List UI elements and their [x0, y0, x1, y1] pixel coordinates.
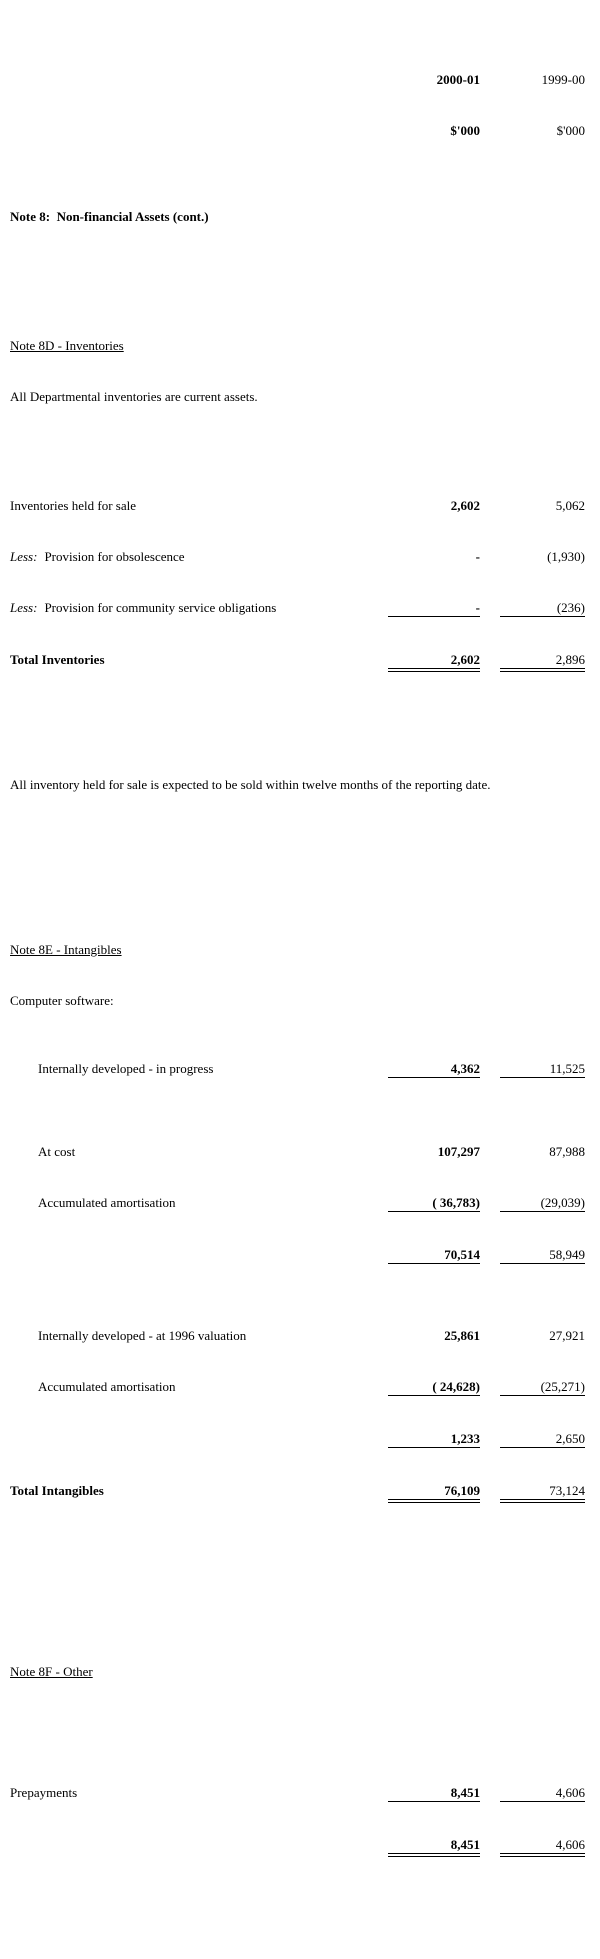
value-current: 76,109 [388, 1482, 480, 1503]
section-other [0, 1629, 600, 1925]
table-row [0, 497, 600, 514]
value-current: 4,362 [388, 1060, 480, 1078]
value-prior: 5,062 [555, 498, 585, 513]
value-prior: 2,650 [500, 1430, 585, 1448]
value-current: 107,297 [437, 1144, 480, 1159]
table-row-total [0, 651, 600, 672]
intangibles-subheading: Computer software: [10, 993, 114, 1008]
less-prefix: Less: [10, 600, 38, 615]
table-row [0, 1327, 600, 1344]
table-row-subtotal [0, 1430, 600, 1448]
value-current: - [475, 549, 480, 564]
row-label: Prepayments [10, 1785, 78, 1800]
row-label: Inventories held for sale [10, 498, 136, 513]
row-label-text: Provision for obsolescence [44, 549, 185, 564]
value-current: ( 36,783) [388, 1194, 480, 1212]
value-current: - [388, 599, 480, 617]
value-current: 8,451 [388, 1836, 480, 1857]
row-label: Total Inventories [10, 652, 105, 667]
row-label [10, 548, 388, 565]
value-prior: (29,039) [500, 1194, 585, 1212]
value-current: 25,861 [444, 1328, 480, 1343]
column-header-years [0, 71, 600, 88]
column-header-units [0, 122, 600, 139]
column-header-current-year: 2000-01 [436, 72, 480, 87]
inventories-heading: Note 8D - Inventories [10, 338, 124, 353]
inventories-table [0, 463, 600, 706]
value-current: 1,233 [388, 1430, 480, 1448]
value-prior: (236) [500, 599, 585, 617]
table-row [0, 1378, 600, 1396]
section-intangibles [0, 907, 600, 1537]
inventories-intro: All Departmental inventories are current assets. [10, 389, 258, 404]
row-label-text: Provision for community service obligations [44, 600, 277, 615]
value-prior: 2,896 [500, 651, 585, 672]
value-current: 2,602 [388, 651, 480, 672]
row-label: Accumulated amortisation [38, 1379, 176, 1394]
row-label [10, 599, 388, 616]
value-prior: 58,949 [500, 1246, 585, 1264]
value-prior: 27,921 [549, 1328, 585, 1343]
value-current: 70,514 [388, 1246, 480, 1264]
other-table [0, 1750, 600, 1891]
column-header-prior-unit: $'000 [556, 123, 585, 138]
table-row [0, 1143, 600, 1160]
row-label: At cost [38, 1144, 76, 1159]
column-header-prior-year: 1999-00 [541, 72, 585, 87]
table-row-total [0, 1482, 600, 1503]
table-row [0, 1060, 600, 1078]
table-row [0, 1784, 600, 1802]
value-prior: 4,606 [500, 1784, 585, 1802]
other-heading: Note 8F - Other [10, 1664, 93, 1679]
intangibles-heading: Note 8E - Intangibles [10, 942, 122, 957]
row-label: Total Intangibles [10, 1483, 104, 1498]
column-header-current-unit: $'000 [450, 123, 480, 138]
value-current: 2,602 [450, 498, 480, 513]
value-prior: 4,606 [500, 1836, 585, 1857]
row-label: Accumulated amortisation [38, 1195, 176, 1210]
table-row [0, 599, 600, 617]
section-inventories [0, 303, 600, 827]
page-title: Note 8: Non-financial Assets (cont.) [10, 209, 209, 224]
row-label: Internally developed - in progress [38, 1061, 214, 1076]
less-prefix: Less: [10, 549, 38, 564]
value-current: 8,451 [388, 1784, 480, 1802]
value-prior: 11,525 [500, 1060, 585, 1078]
value-current: ( 24,628) [388, 1378, 480, 1396]
table-row-total [0, 1836, 600, 1857]
value-prior: (25,271) [500, 1378, 585, 1396]
table-row-subtotal [0, 1246, 600, 1264]
inventories-note: All inventory held for sale is expected to be sold within twelve months of the reporting date. [10, 777, 491, 792]
value-prior: (1,930) [547, 549, 585, 564]
table-row [0, 548, 600, 565]
value-prior: 73,124 [500, 1482, 585, 1503]
table-row [0, 1194, 600, 1212]
row-label: Internally developed - at 1996 valuation [38, 1328, 247, 1343]
value-prior: 87,988 [549, 1144, 585, 1159]
